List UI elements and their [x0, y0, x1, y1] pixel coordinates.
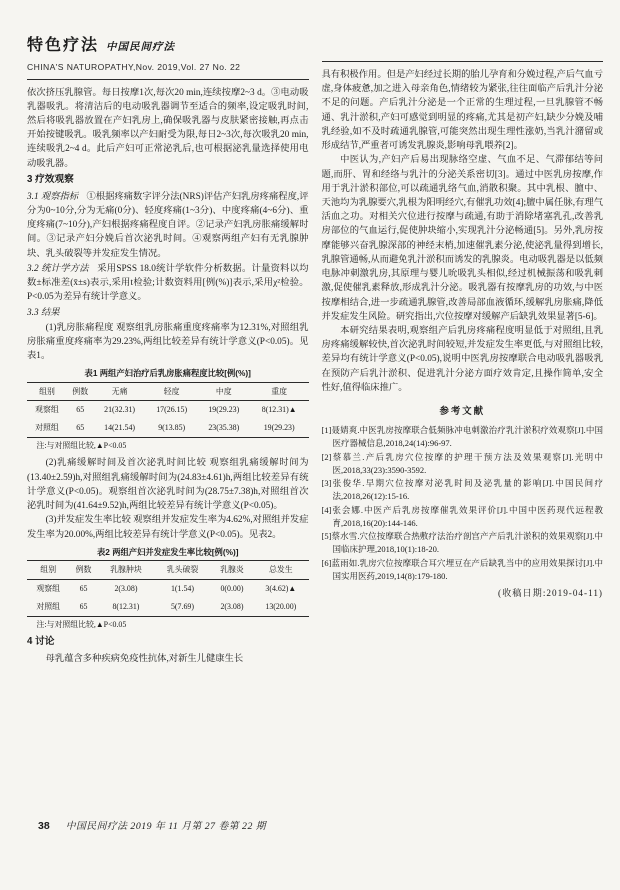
table1-col-header: 组别	[27, 383, 67, 401]
table1-cell: 14(21.54)	[104, 423, 136, 433]
section3-2	[27, 262, 309, 305]
table2-cell: 65	[79, 583, 88, 593]
table2-cell: 65	[79, 601, 88, 611]
table2-col-header: 乳腺肿块	[98, 561, 155, 579]
right-paragraph-2: 中医认为,产妇产后易出现脉络空虚、气血不足、气滞郁结等问题,而肝、胃和经络与乳汁的分泌关系密切[3]。通过中医乳房按摩,作用于乳汁淤积部位,可以疏通乳络气血,消散积聚。其中乳根、膻中、天池均为乳腺要穴,乳根为阳明经穴,有催乳功效[4];膻中属任脉,有理气活血之功。对相关穴位进行按摩与疏通,有助于消除堵塞乳孔,改善乳房部位的气血运行,促使肿块缩小,实现乳汁分泌畅通[5]。另外,乳房按摩能够兴奋乳腺深部的神经末梢,加速催乳素分泌,使泌乳量得到增长,乳腺管通畅,从而避免乳汁淤积而诱发的乳腺炎。电动吸乳器是以低频电脉冲刺激乳房,其原理与婴儿吮吸乳头相似,经过机械振荡和吸乳刺激,促使催乳素释放,形成乳汁分泌。吸乳器有按摩乳房的功效,与中医按摩相结合,进一步疏通乳腺管,改善局部血液循环,缓解乳房胀痛,降低并发症发生风险。研究指出,穴位按摩对缓解产后缺乳效果显著[5-6]。	[321, 155, 603, 322]
section3-2-text: 采用SPSS 18.0统计学软件分析数据。计量资料以均数±标准差(x̄±s)表示,采用t检验;计数资料用[例(%)]表示,采用χ²检验。P<0.05为差异有统计学意义。	[27, 263, 309, 303]
table1-header	[27, 383, 309, 401]
reference-item: [2]蔡慕兰.产后乳房穴位按摩的护理干预方法及效果观察[J].光明中医,2018,33(23):3590-3592.	[321, 451, 603, 475]
page-number: 38	[38, 820, 50, 832]
journal-name-script: 中国民间疗法	[106, 42, 176, 53]
table1	[27, 382, 309, 438]
table2-note: 注:与对照组比较,▲P<0.05	[36, 619, 127, 629]
table-row	[27, 383, 309, 401]
references-list	[322, 424, 604, 582]
table1-cell: 观察组	[35, 405, 59, 415]
table-row	[27, 419, 309, 438]
table1-cell: 65	[76, 405, 85, 415]
page-header	[27, 34, 309, 80]
table1-cell: 17(26.15)	[156, 405, 188, 415]
right-paragraph-3: 本研究结果表明,观察组产后乳房疼痛程度明显低于对照组,且乳房疼痛缓解较快,首次泌乳时间较短,并发症发生率更低,与对照组比较,差异均有统计学意义(P<0.05),说明中医乳房按摩联合电动吸乳器吸乳在预防产后乳汁淤积、促进乳汁分泌方面疗效肯定,且操作简单,安全性好,值得临床推广。	[321, 325, 603, 393]
table2-col-header: 总发生	[253, 561, 308, 579]
table2-header	[27, 561, 309, 579]
table-row	[27, 401, 309, 420]
section3-3	[27, 306, 309, 320]
table2-cell: 对照组	[36, 601, 61, 611]
references-heading: 参考文献	[439, 405, 485, 417]
table2-col-header: 组别	[27, 561, 69, 579]
table2	[27, 560, 309, 616]
paragraph-continuation: 依次挤压乳腺管。每日按摩1次,每次20 min,连续按摩2~3 d。③电动吸乳器吸乳。将清洁后的电动吸乳器调节至适合的频率,设定吸乳时间,然后将吸乳器放置在产妇乳房上,确保吸乳器与皮肤紧密接触,再点击开始按键吸乳。吸乳频率以产妇耐受为限,每日2~3次,每次吸乳20 min,连续吸乳2~4 d。此后产妇可正常泌乳后,也可根据泌乳量选择使用电动吸乳器。	[27, 87, 309, 169]
footer-journal-info: 中国民间疗法 2019 年 11 月第 27 卷第 22 期	[65, 821, 267, 832]
section3-3-lead: 3.3 结果	[27, 307, 60, 318]
table2-col-header: 例数	[69, 561, 97, 579]
table1-cell: 对照组	[35, 423, 59, 433]
result-paragraph-1: (1)乳房胀痛程度 观察组乳房胀痛重度疼痛率为12.31%,对照组乳房胀痛重度疼痛率为29.23%,两组比较差异有统计学意义(P<0.05)。见表1。	[27, 322, 309, 362]
table2-cell: 8(12.31)	[112, 601, 140, 611]
table2-cell: 3(4.62)▲	[265, 583, 297, 593]
table-row	[27, 579, 309, 598]
reference-item: [3]张俊华.早期穴位按摩对泌乳时间及泌乳量的影响[J].中国民间疗法,2018,26(12):15-16.	[321, 478, 603, 502]
table2-col-header: 乳腺炎	[211, 561, 253, 579]
section3-heading: 3 疗效观察	[27, 173, 74, 185]
table1-col-header: 无痛	[94, 383, 146, 401]
section3-2-lead: 3.2 统计学方法	[27, 263, 89, 274]
table2-col-header: 乳头破裂	[154, 561, 211, 579]
section-logo-title: 特色疗法	[27, 37, 100, 54]
table-row	[27, 598, 309, 617]
reference-item: [1]聂婧爽.中医乳房按摩联合低频脉冲电刺激治疗乳汁淤积疗效观察[J].中国医疗器械信息,2018,24(14):96-97.	[321, 425, 603, 449]
result-paragraph-3: (3)并发症发生率比较 观察组并发症发生率为4.62%,对照组并发症发生率为20.00%,两组比较差异有统计学意义(P<0.05)。见表2。	[27, 515, 309, 540]
table2-cell: 1(1.54)	[170, 583, 194, 593]
section3-1	[27, 190, 309, 261]
table1-col-header: 轻度	[146, 383, 198, 401]
table1-col-header: 重度	[250, 383, 309, 401]
table2-cell: 13(20.00)	[265, 601, 297, 611]
section3-1-lead: 3.1 观察指标	[27, 191, 79, 202]
discussion-paragraph: 母乳蕴含多种疾病免疫性抗体,对新生儿健康生长	[45, 653, 244, 664]
table2-caption: 表2 两组产妇并发症发生率比较[例(%)]	[96, 546, 239, 557]
table1-col-header: 例数	[67, 383, 94, 401]
table1-cell: 8(12.31)▲	[261, 405, 297, 415]
table2-cell: 2(3.08)	[114, 583, 138, 593]
section3-1-text: ①根据疼痛数字评分法(NRS)评估产妇乳房疼痛程度,评分为0~10分,分为无痛(0分)、轻度疼痛(1~3分)、中度疼痛(4~6分)、重度疼痛(7~10分),产妇根据疼痛程度自评。②记录产妇乳房胀痛缓解时间。③记录产妇分娩后首次泌乳时间。④观察两组产妇有无乳腺肿块、乳头破裂等并发症发生情况。	[27, 191, 309, 259]
table2-cell: 2(3.08)	[220, 601, 244, 611]
table1-cell: 19(29.23)	[263, 423, 295, 433]
table1-cell: 23(35.38)	[208, 423, 240, 433]
reference-item: [4]张会娜.中医产后乳房按摩催乳效果评价[J].中国中医药现代远程教育,2018,16(20):144-146.	[321, 504, 603, 528]
table2-cell: 0(0.00)	[220, 583, 244, 593]
table1-note: 注:与对照组比较,▲P<0.05	[36, 441, 127, 451]
table-row	[27, 561, 309, 579]
received-date: (收稿日期:2019-04-11)	[498, 588, 603, 599]
table1-cell: 19(29.23)	[208, 405, 240, 415]
table1-cell: 21(32.31)	[104, 405, 136, 415]
journal-citation-line: CHINA'S NATUROPATHY,Nov. 2019,Vol. 27 No. 22	[27, 61, 309, 79]
page-footer	[38, 818, 266, 832]
table2-cell: 观察组	[36, 583, 61, 593]
section4-heading: 4 讨论	[27, 635, 55, 647]
right-column	[322, 61, 604, 666]
journal-logo	[27, 34, 309, 58]
table2-cell: 5(7.69)	[170, 601, 194, 611]
table1-caption: 表1 两组产妇治疗后乳房胀痛程度比较[例(%)]	[84, 368, 251, 379]
reference-item: [6]蓝雨如.乳房穴位按摩联合耳穴埋豆在产后缺乳当中的应用效果探讨[J].中国实用医药,2019,14(8):179-180.	[321, 557, 603, 581]
left-column	[27, 28, 309, 666]
table1-cell: 9(13.85)	[158, 423, 186, 433]
reference-item: [5]蔡水雪.穴位按摩联合热敷疗法治疗剖宫产产后乳汁淤积的效果观察[J].中国临床护理,2018,10(1):18-20.	[321, 531, 603, 555]
table1-cell: 65	[76, 423, 85, 433]
two-column-layout	[27, 28, 603, 666]
right-paragraph-1: 具有积极作用。但是产妇经过长期的胎儿孕育和分娩过程,产后气血亏虚,身体疲惫,加之进入母亲角色,情绪较为紧张,往往面临产后乳汁分泌不足的问题。产后乳汁分泌是一个正常的生理过程,一旦乳腺管不畅通、乳汁淤积,产妇可感觉到明显的疼痛,尤其是初产妇,缺少分娩及哺乳经验,如不及时疏通乳腺管,可能突然出现生理性涨奶,当乳汁潴留或形成结节,严重者可诱发乳腺炎,影响母乳喂养[2]。	[321, 70, 603, 152]
result-paragraph-2: (2)乳痛缓解时间及首次泌乳时间比较 观察组乳痛缓解时间为(13.40±2.59)h,对照组乳痛缓解时间为(24.83±4.61)h,两组比较差异有统计学意义(P<0.05)。观察组首次泌乳时间为(28.75±7.38)h,对照组首次泌乳时间为(41.64±9.52)h,两组比较差异有统计学意义(P<0.05)。	[27, 458, 309, 512]
table1-col-header: 中度	[198, 383, 250, 401]
